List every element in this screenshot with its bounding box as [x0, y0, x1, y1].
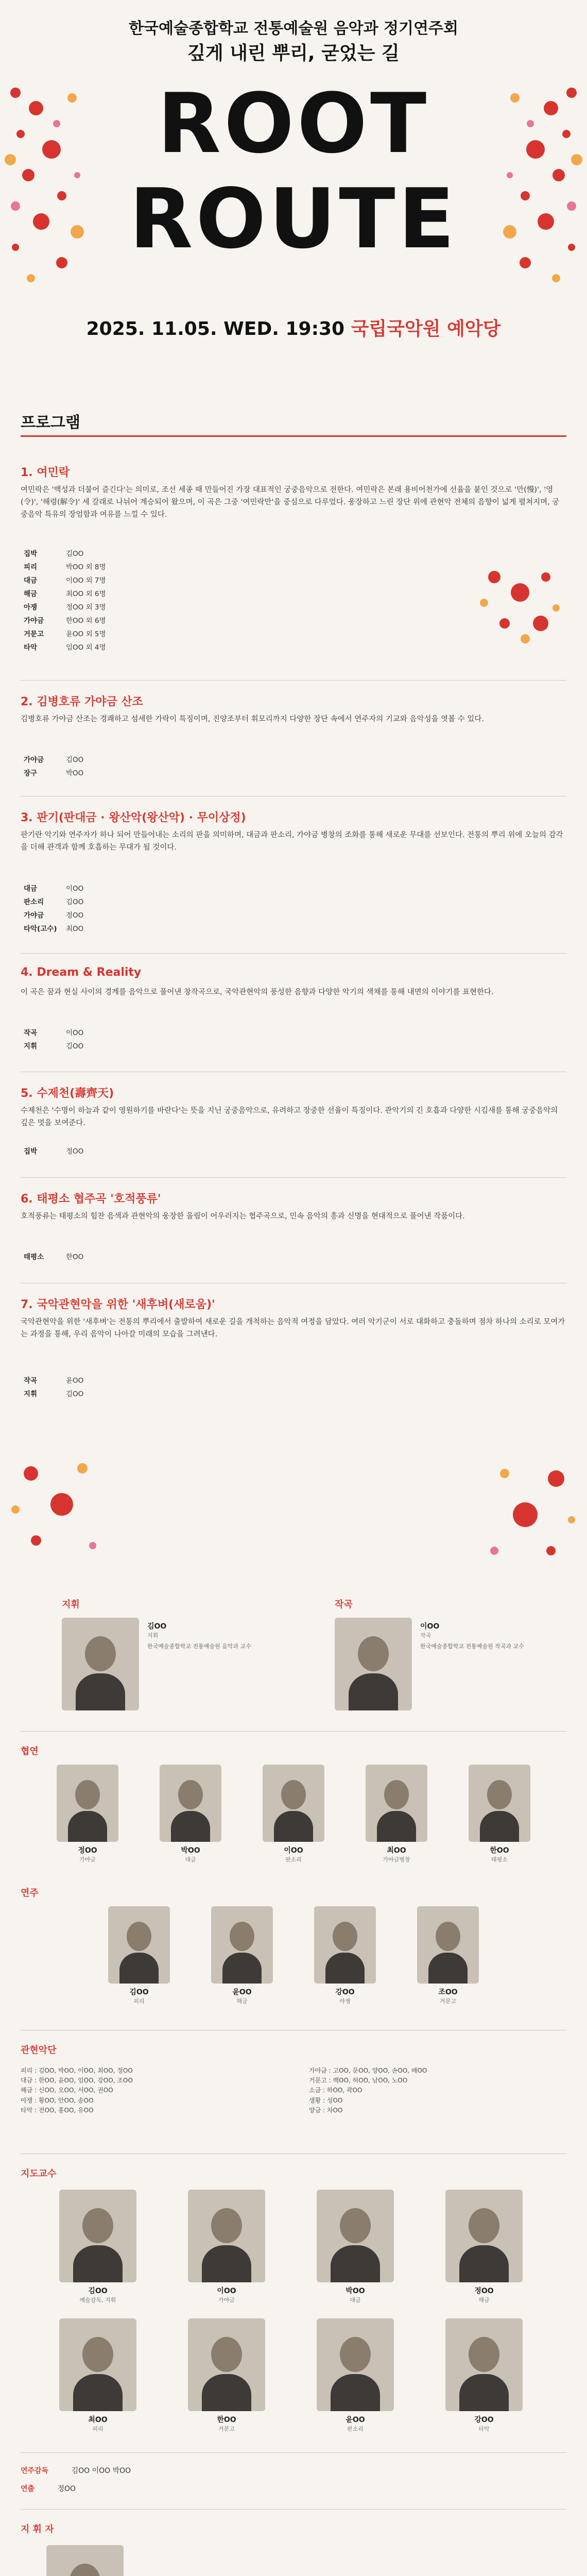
faculty-photo [445, 2190, 523, 2282]
soloist-card [355, 1765, 438, 1863]
roster-key: 아쟁 [24, 603, 38, 612]
player-photo [108, 1906, 170, 1984]
faculty-photo [188, 2190, 265, 2282]
faculty-name: 이OO [217, 2287, 236, 2295]
program-item-2-title: 2. 김병호류 가야금 산조 [21, 696, 143, 708]
soloist-photo [366, 1765, 427, 1842]
orchestra-list-left [21, 2066, 278, 2115]
roster-key: 태평소 [24, 1253, 44, 1261]
program-item-7-desc: 국악관현악을 위한 '새후벼'는 전통의 뿌리에서 출발하여 새로운 길을 개척하는 음악적 여정을 담았다. 여러 악기군이 서로 대화하고 충돌하며 점차 하나의 소리로 모여가는 과정을 통해, 우리 음악이 나아갈 미래의 모습을 그려낸다. [21, 1318, 565, 1338]
divider [21, 680, 566, 681]
roster-value: 김OO [66, 550, 84, 558]
conductor-heading: 지휘 [62, 1599, 80, 1610]
orchestra-list-right [309, 2066, 566, 2115]
credits-value-2: 정OO [57, 2485, 76, 2493]
faculty-heading: 지도교수 [21, 2168, 57, 2179]
program-item-7-roster [21, 1373, 566, 1400]
roster-value: 윤OO [66, 1377, 84, 1385]
composer-role: 작곡 [420, 1632, 431, 1639]
soloist-card [46, 1765, 129, 1863]
program-rule [21, 435, 566, 437]
soloist-card [149, 1765, 232, 1863]
faculty-card [175, 2190, 278, 2304]
soloist-role: 가야금 [79, 1856, 96, 1863]
faculty-name: 김OO [88, 2287, 108, 2295]
faculty-photo [445, 2318, 523, 2411]
program-item-1-desc: 여민락은 '백성과 더불어 즐긴다'는 의미로, 조선 세종 때 만들어진 가장 대표적인 궁중음악으로 전한다. 여민락은 본래 용비어천가에 선율을 붙인 것으로 '만(慢)', '영(令)', '해령(解令)' 세 갈래로 나뉘어 계승되어 왔으며, 이 곡은 그중 '여민락만'을 중심으로 다루었다. 웅장하고 느린 장단 위에 관현악 전체의 음향이 넓게 펼쳐지며, 궁중음악 특유의 장엄함과 여유를 느낄 수 있다. [21, 486, 560, 519]
program-item-4-roster [21, 1025, 566, 1052]
player-card [201, 1906, 283, 2005]
soloist-role: 대금 [185, 1856, 196, 1863]
hero-date-venue [0, 314, 587, 341]
soloist-role: 판소리 [285, 1856, 302, 1863]
faculty-card [304, 2190, 407, 2304]
credits-line-1 [21, 2465, 131, 2476]
roster-value: 김OO [66, 898, 84, 906]
divider [21, 953, 566, 954]
faculty-photo [317, 2190, 394, 2282]
roster-value: 정OO 외 3명 [66, 603, 106, 612]
hero-tagline: 깊게 내린 뿌리, 굳었는 길 [187, 43, 400, 64]
roster-key: 대금 [24, 577, 38, 585]
player-role: 해금 [236, 1998, 248, 2005]
divider [21, 1177, 566, 1178]
orchestra-line: 양금 : 차OO [309, 2106, 343, 2114]
soloist-name: 이OO [284, 1846, 303, 1855]
soloist-name: 박OO [181, 1846, 200, 1855]
roster-key: 작곡 [24, 1029, 38, 1037]
roster-key: 장구 [24, 769, 38, 777]
roster-value: 박OO [66, 769, 84, 777]
roster-key: 가야금 [24, 911, 44, 920]
composer-name: 이OO [420, 1622, 440, 1631]
roster-value: 최OO [66, 925, 84, 933]
roster-key: 지휘 [24, 1390, 38, 1398]
player-name: 강OO [335, 1988, 355, 1996]
soloist-card [458, 1765, 541, 1863]
faculty-photo [317, 2318, 394, 2411]
composer-bio: 한국예술종합학교 전통예술원 작곡과 교수 [420, 1643, 524, 1650]
player-photo [417, 1906, 479, 1984]
roster-value: 윤OO 외 5명 [66, 630, 106, 638]
program-item-6-desc: 호적풍류는 태평소의 힘찬 음색과 관현악의 웅장한 울림이 어우러지는 협주곡으로, 민속 음악의 흥과 신명을 현대적으로 풀어낸 작품이다. [21, 1212, 465, 1221]
divider [21, 2509, 566, 2510]
hero-subtitle: 한국예술종합학교 전통예술원 음악과 정기연주회 [129, 20, 458, 38]
soloist-photo [160, 1765, 221, 1842]
player-card [98, 1906, 180, 2005]
faculty-role: 타악 [478, 2426, 490, 2432]
composer-heading: 작곡 [335, 1599, 353, 1610]
conductor-bio: 한국예술종합학교 전통예술원 음악과 교수 [147, 1643, 251, 1650]
soloist-name: 정OO [78, 1846, 97, 1855]
player-name: 윤OO [232, 1988, 252, 1996]
roster-value: 이OO 외 7명 [66, 577, 106, 585]
soloists-heading: 협연 [21, 1746, 39, 1757]
program-item-3-roster [21, 881, 566, 935]
program-item-1-title: 1. 여민락 [21, 466, 70, 479]
faculty-role: 대금 [350, 2297, 361, 2303]
orchestra-line: 아쟁 : 황OO, 안OO, 송OO [21, 2096, 94, 2104]
player-name: 김OO [129, 1988, 149, 1996]
roster-value: 이OO [66, 1029, 84, 1037]
program-item-2-roster [21, 752, 566, 779]
orchestra-line: 해금 : 신OO, 오OO, 서OO, 권OO [21, 2087, 113, 2094]
roster-key: 타악 [24, 643, 38, 652]
program-item-6-roster [21, 1249, 566, 1263]
faculty-photo [188, 2318, 265, 2411]
faculty-photo [59, 2318, 136, 2411]
roster-key: 해금 [24, 590, 38, 598]
soloist-role: 태평소 [491, 1856, 508, 1863]
roster-value: 최OO 외 6명 [66, 590, 106, 598]
soloist-photo [469, 1765, 530, 1842]
roster-value: 김OO [66, 756, 84, 764]
program-item-6-title: 6. 태평소 협주곡 '호적풍류' [21, 1193, 161, 1206]
composer-photo [335, 1618, 412, 1710]
orchestra-line: 피리 : 김OO, 박OO, 이OO, 최OO, 정OO [21, 2067, 133, 2074]
roster-key: 타악(고수) [24, 925, 57, 933]
faculty-role: 거문고 [218, 2426, 235, 2432]
orchestra-line: 가야금 : 고OO, 문OO, 양OO, 손OO, 배OO [309, 2067, 427, 2074]
player-role: 피리 [133, 1998, 145, 2005]
player-photo [314, 1906, 376, 1984]
roster-value: 김OO [66, 1042, 84, 1050]
faculty-card [433, 2190, 536, 2304]
player-role: 아쟁 [339, 1998, 351, 2005]
player-name: 조OO [438, 1988, 458, 1996]
mid-decor-band [0, 1443, 587, 1577]
player-card [407, 1906, 489, 2005]
faculty-name: 한OO [217, 2416, 236, 2424]
faculty-name: 최OO [88, 2416, 108, 2424]
divider [21, 2452, 566, 2453]
soloist-name: 최OO [387, 1846, 406, 1855]
program-item-2-desc: 김병호류 가야금 산조는 경쾌하고 섬세한 가락이 특징이며, 진양조부터 휘모리까지 다양한 장단 속에서 연주자의 기교와 음악성을 엿볼 수 있다. [21, 715, 484, 723]
program-item-5-title: 5. 수제천(壽齊天) [21, 1087, 114, 1100]
hero-venue: 국립국악원 예악당 [351, 318, 501, 340]
orchestra-line: 소금 : 하OO, 곽OO [309, 2087, 362, 2094]
director-card [46, 2545, 263, 2576]
program-item-3-title: 3. 판기(판대금 · 왕산악(왕산악) · 무이상정) [21, 811, 246, 824]
hero-title-route: ROUTE [129, 171, 458, 267]
faculty-role: 판소리 [347, 2426, 364, 2432]
program-item-3-desc: 판기란 악기와 연주자가 하나 되어 만들어내는 소리의 판을 의미하며, 대금과 판소리, 가야금 병창의 조화를 통해 새로운 무대를 선보인다. 전통의 뿌리 위에 오늘의 감각을 더해 관객과 함께 호흡하는 무대가 될 것이다. [21, 831, 563, 852]
roster-key: 피리 [24, 563, 38, 571]
soloist-photo [57, 1765, 118, 1842]
faculty-card [46, 2190, 149, 2304]
orchestra-heading: 관현악단 [21, 2045, 57, 2056]
faculty-name: 강OO [474, 2416, 494, 2424]
program-item-4-title: 4. Dream & Reality [21, 966, 142, 979]
conductor-photo [62, 1618, 139, 1710]
roster-value: 한OO 외 6명 [66, 617, 106, 625]
credits-label-2: 연출 [21, 2485, 35, 2493]
conductor-name: 김OO [147, 1622, 167, 1631]
faculty-photo [59, 2190, 136, 2282]
roster-value: 임OO 외 4명 [66, 643, 106, 652]
hero-date: 2025. 11.05. WED. 19:30 [86, 318, 345, 340]
roster-key: 가야금 [24, 617, 44, 625]
program-item-7-title: 7. 국악관현악을 위한 '새후벼(새로움)' [21, 1298, 215, 1311]
program-heading: 프로그램 [21, 414, 80, 432]
composer-card [335, 1618, 530, 1710]
faculty-name: 박OO [346, 2287, 365, 2295]
faculty-role: 해금 [478, 2297, 490, 2303]
faculty-card [175, 2318, 278, 2433]
hero [0, 0, 587, 392]
faculty-card [304, 2318, 407, 2433]
roster-value: 한OO [66, 1253, 84, 1261]
faculty-name: 윤OO [346, 2416, 365, 2424]
roster-key: 집박 [24, 550, 38, 558]
soloist-card [252, 1765, 335, 1863]
divider [21, 1731, 566, 1732]
faculty-name: 정OO [474, 2287, 494, 2295]
hero-decor-right [494, 77, 587, 294]
player-card [304, 1906, 386, 2005]
orchestra-line: 타악 : 전OO, 홍OO, 유OO [21, 2106, 94, 2114]
roster-value: 정OO [66, 911, 84, 920]
conductor-card [62, 1618, 257, 1710]
orchestra-line: 거문고 : 백OO, 허OO, 남OO, 노OO [309, 2077, 408, 2084]
roster-key: 판소리 [24, 898, 44, 906]
faculty-card [433, 2318, 536, 2433]
credits-line-2 [21, 2483, 76, 2494]
roster-key: 집박 [24, 1147, 38, 1156]
credits-label-1: 연주감독 [21, 2467, 49, 2475]
hero-title-root: ROOT [157, 75, 430, 172]
credits-value-1: 김OO 이OO 박OO [71, 2467, 131, 2475]
player-role: 거문고 [440, 1998, 456, 2005]
roster-key: 대금 [24, 885, 38, 893]
soloist-name: 한OO [490, 1846, 509, 1855]
conductor-role: 지휘 [147, 1632, 159, 1639]
players-heading: 연주 [21, 1888, 39, 1899]
orchestra-line: 생황 : 성OO [309, 2096, 343, 2104]
roster-value: 박OO 외 8명 [66, 563, 106, 571]
roster-value: 정OO [66, 1147, 84, 1156]
roster-key: 거문고 [24, 630, 44, 638]
faculty-card [46, 2318, 149, 2433]
orchestra-line: 대금 : 한OO, 윤OO, 임OO, 강OO, 조OO [21, 2077, 133, 2084]
director-photo [46, 2545, 124, 2576]
director-heading: 지 휘 자 [21, 2524, 54, 2535]
soloist-photo [263, 1765, 324, 1842]
roster-value: 김OO [66, 1390, 84, 1398]
section-1-decor [474, 556, 566, 649]
roster-key: 작곡 [24, 1377, 38, 1385]
roster-value: 이OO [66, 885, 84, 893]
player-photo [211, 1906, 273, 1984]
faculty-role: 피리 [92, 2426, 103, 2432]
program-item-5-roster [21, 1144, 566, 1157]
program-item-4-desc: 이 곡은 꿈과 현실 사이의 경계를 음악으로 풀어낸 창작곡으로, 국악관현악의 풍성한 음향과 다양한 악기의 색채를 통해 내면의 이야기를 표현한다. [21, 988, 494, 996]
roster-key: 지휘 [24, 1042, 38, 1050]
program-item-5-desc: 수제천은 '수명이 하늘과 같이 영원하기를 바란다'는 뜻을 지닌 궁중음악으로, 유려하고 장중한 선율이 특징이다. 관악기의 긴 호흡과 다양한 시김새를 통해 궁중음악의 깊은 멋을 보여준다. [21, 1107, 558, 1127]
roster-key: 가야금 [24, 756, 44, 764]
faculty-role: 예술감독, 지휘 [79, 2297, 116, 2303]
faculty-role: 가야금 [218, 2297, 235, 2303]
soloist-role: 가야금병창 [383, 1856, 410, 1863]
hero-decor-left [0, 77, 93, 294]
